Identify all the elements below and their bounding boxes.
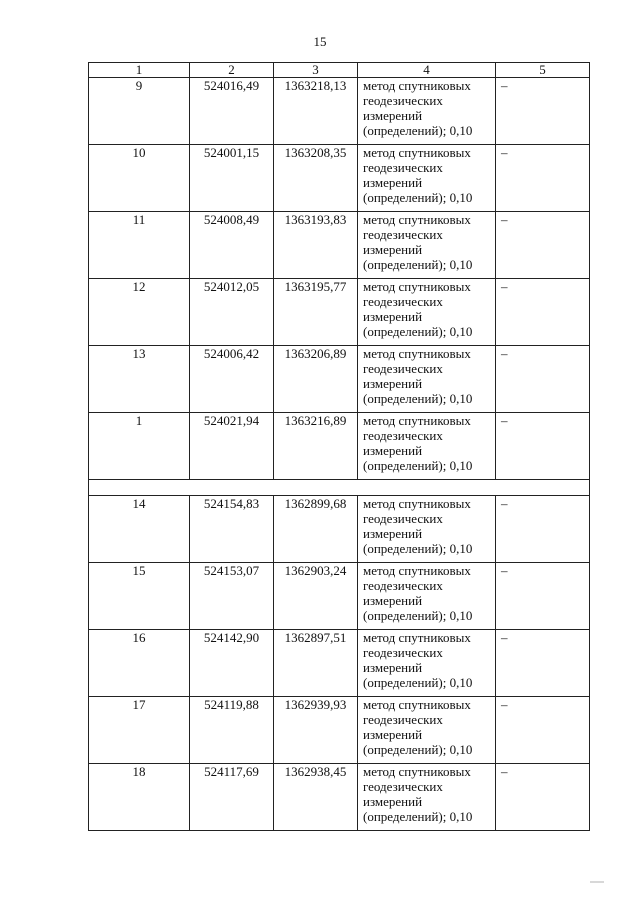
- y-coordinate: 1362899,68: [274, 496, 358, 563]
- table-row: [89, 279, 590, 346]
- note-cell: –: [496, 496, 590, 563]
- table-row: [89, 346, 590, 413]
- y-coordinate: 1363193,83: [274, 212, 358, 279]
- separator-row: [89, 480, 590, 496]
- x-coordinate: 524006,42: [190, 346, 274, 413]
- point-number: 13: [89, 346, 190, 413]
- note-cell: –: [496, 78, 590, 145]
- x-coordinate: 524021,94: [190, 413, 274, 480]
- point-number: 15: [89, 563, 190, 630]
- measurement-method: метод спутниковых геодезических измерений (определений); 0,10: [358, 145, 496, 212]
- coordinates-table: [88, 62, 590, 831]
- point-number: 9: [89, 78, 190, 145]
- measurement-method: метод спутниковых геодезических измерений (определений); 0,10: [358, 212, 496, 279]
- table-row: [89, 764, 590, 831]
- point-number: 11: [89, 212, 190, 279]
- scan-artifact: [590, 881, 604, 883]
- column-header: 3: [274, 63, 358, 78]
- point-number: 14: [89, 496, 190, 563]
- point-number: 1: [89, 413, 190, 480]
- point-number: 18: [89, 764, 190, 831]
- y-coordinate: 1363206,89: [274, 346, 358, 413]
- note-cell: –: [496, 145, 590, 212]
- measurement-method: метод спутниковых геодезических измерений (определений); 0,10: [358, 78, 496, 145]
- table-row: [89, 145, 590, 212]
- measurement-method: метод спутниковых геодезических измерений (определений); 0,10: [358, 697, 496, 764]
- table-row: [89, 496, 590, 563]
- y-coordinate: 1363208,35: [274, 145, 358, 212]
- column-header: 2: [190, 63, 274, 78]
- note-cell: –: [496, 413, 590, 480]
- note-cell: –: [496, 212, 590, 279]
- note-cell: –: [496, 764, 590, 831]
- measurement-method: метод спутниковых геодезических измерений (определений); 0,10: [358, 563, 496, 630]
- point-number: 16: [89, 630, 190, 697]
- y-coordinate: 1363195,77: [274, 279, 358, 346]
- x-coordinate: 524008,49: [190, 212, 274, 279]
- note-cell: –: [496, 279, 590, 346]
- x-coordinate: 524154,83: [190, 496, 274, 563]
- note-cell: –: [496, 697, 590, 764]
- y-coordinate: 1362897,51: [274, 630, 358, 697]
- measurement-method: метод спутниковых геодезических измерений (определений); 0,10: [358, 630, 496, 697]
- table-header-row: [89, 63, 590, 78]
- table-row: [89, 413, 590, 480]
- y-coordinate: 1362903,24: [274, 563, 358, 630]
- table-row: [89, 697, 590, 764]
- note-cell: –: [496, 630, 590, 697]
- table-row: [89, 78, 590, 145]
- empty-separator-cell: [89, 480, 590, 496]
- table-row: [89, 563, 590, 630]
- point-number: 10: [89, 145, 190, 212]
- column-header: 4: [358, 63, 496, 78]
- note-cell: –: [496, 346, 590, 413]
- note-cell: –: [496, 563, 590, 630]
- point-number: 17: [89, 697, 190, 764]
- x-coordinate: 524016,49: [190, 78, 274, 145]
- table-row: [89, 212, 590, 279]
- y-coordinate: 1362939,93: [274, 697, 358, 764]
- measurement-method: метод спутниковых геодезических измерений (определений); 0,10: [358, 764, 496, 831]
- point-number: 12: [89, 279, 190, 346]
- table-row: [89, 630, 590, 697]
- measurement-method: метод спутниковых геодезических измерений (определений); 0,10: [358, 496, 496, 563]
- measurement-method: метод спутниковых геодезических измерений (определений); 0,10: [358, 413, 496, 480]
- x-coordinate: 524153,07: [190, 563, 274, 630]
- y-coordinate: 1362938,45: [274, 764, 358, 831]
- x-coordinate: 524142,90: [190, 630, 274, 697]
- x-coordinate: 524001,15: [190, 145, 274, 212]
- x-coordinate: 524012,05: [190, 279, 274, 346]
- column-header: 5: [496, 63, 590, 78]
- y-coordinate: 1363218,13: [274, 78, 358, 145]
- x-coordinate: 524117,69: [190, 764, 274, 831]
- measurement-method: метод спутниковых геодезических измерений (определений); 0,10: [358, 346, 496, 413]
- page-number: 15: [313, 34, 327, 49]
- column-header: 1: [89, 63, 190, 78]
- measurement-method: метод спутниковых геодезических измерений (определений); 0,10: [358, 279, 496, 346]
- y-coordinate: 1363216,89: [274, 413, 358, 480]
- x-coordinate: 524119,88: [190, 697, 274, 764]
